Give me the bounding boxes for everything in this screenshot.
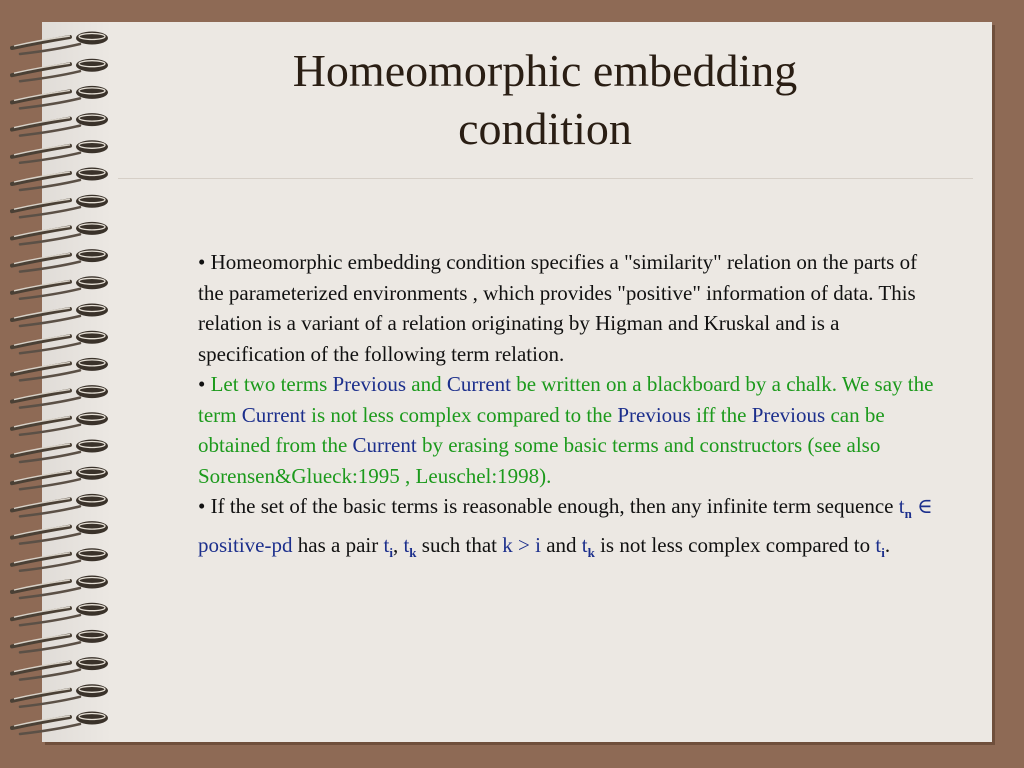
p3-text-3: such that xyxy=(416,532,503,557)
binding-ring xyxy=(12,494,108,517)
p3-text-5: is not less complex compared to xyxy=(594,532,876,557)
binding-ring xyxy=(12,603,108,626)
element-of-positive-pd: ∈ positive-pd xyxy=(198,494,933,557)
comma: , xyxy=(392,532,404,557)
bullet-marker: • xyxy=(198,250,206,274)
binding-ring xyxy=(12,331,108,354)
p2-text-7: by erasing some basic terms and constructors (see also Sorensen&Glueck:1995 , Leuschel:1998). xyxy=(198,433,881,488)
p3-text-6: . xyxy=(884,532,891,557)
p2-text-4: is not less complex compared to the xyxy=(305,402,618,427)
binding-ring xyxy=(12,32,108,55)
binding-ring xyxy=(12,657,108,680)
p2-text-5: iff the xyxy=(690,402,752,427)
subscript-i: i xyxy=(389,544,393,560)
slide-title-line-1: Homeomorphic embedding xyxy=(292,45,798,96)
term-t: t xyxy=(383,532,390,557)
bullet-marker: • xyxy=(198,372,206,396)
binding-ring xyxy=(12,168,108,191)
subscript-k: k xyxy=(587,544,595,560)
term-t: t xyxy=(898,494,905,518)
binding-ring xyxy=(12,467,108,490)
term-previous: Previous xyxy=(751,402,826,427)
bullet-paragraph-2 xyxy=(198,369,938,491)
subscript-i: i xyxy=(881,544,885,560)
term-current: Current xyxy=(352,433,417,457)
binding-ring xyxy=(12,304,108,327)
binding-ring xyxy=(12,358,108,381)
binding-ring xyxy=(12,548,108,571)
term-previous: Previous xyxy=(617,402,691,427)
paragraph-1-text: Homeomorphic embedding condition specifies a "similarity" relation on the parts of the parameterized environments , which provides "positive" information of data. This relation is a variant of a relation originating by Higman and Kruskal and is a specification of the following term relation. xyxy=(198,250,918,366)
p2-text-1: Let two terms xyxy=(210,372,333,396)
term-t: t xyxy=(581,532,588,557)
term-current: Current xyxy=(446,372,511,396)
binding-ring xyxy=(12,86,108,109)
p3-text-1: If the set of the basic terms is reasonable enough, then any infinite term sequence xyxy=(210,494,899,518)
subscript-n: n xyxy=(904,506,912,521)
bullet-marker: • xyxy=(198,494,206,518)
slide-title-line-2: condition xyxy=(458,103,632,154)
term-current: Current xyxy=(241,402,306,427)
binding-ring xyxy=(12,113,108,136)
title-divider xyxy=(118,178,973,179)
p2-text-2: and xyxy=(406,372,447,396)
binding-ring xyxy=(12,59,108,81)
binding-ring xyxy=(12,385,108,408)
slide-title xyxy=(130,42,960,158)
condition-k-gt-i: k > i xyxy=(502,532,541,557)
p3-text-2: has a pair xyxy=(292,532,384,557)
binding-ring xyxy=(12,140,108,163)
term-t: t xyxy=(875,532,882,557)
bullet-paragraph-3 xyxy=(198,491,938,568)
subscript-k: k xyxy=(409,544,417,560)
binding-ring xyxy=(12,630,108,653)
binding-ring xyxy=(12,195,108,218)
binding-ring xyxy=(12,276,108,299)
bullet-paragraph-1 xyxy=(198,247,938,369)
binding-ring xyxy=(12,412,108,435)
binding-ring xyxy=(12,249,108,272)
binding-ring xyxy=(12,684,108,707)
binding-ring xyxy=(12,576,108,599)
spiral-binding-rings xyxy=(0,20,120,750)
p2-text-6: can be obtained from the xyxy=(198,402,885,457)
binding-ring xyxy=(12,440,108,463)
slide-body xyxy=(198,247,938,568)
p3-text-4: and xyxy=(540,532,582,557)
binding-ring xyxy=(12,521,108,544)
binding-ring xyxy=(12,222,108,245)
binding-ring xyxy=(12,712,108,735)
term-t: t xyxy=(403,532,410,557)
p2-text-3: be written on a blackboard by a chalk. We say the term xyxy=(198,372,934,427)
term-previous: Previous xyxy=(332,372,406,396)
